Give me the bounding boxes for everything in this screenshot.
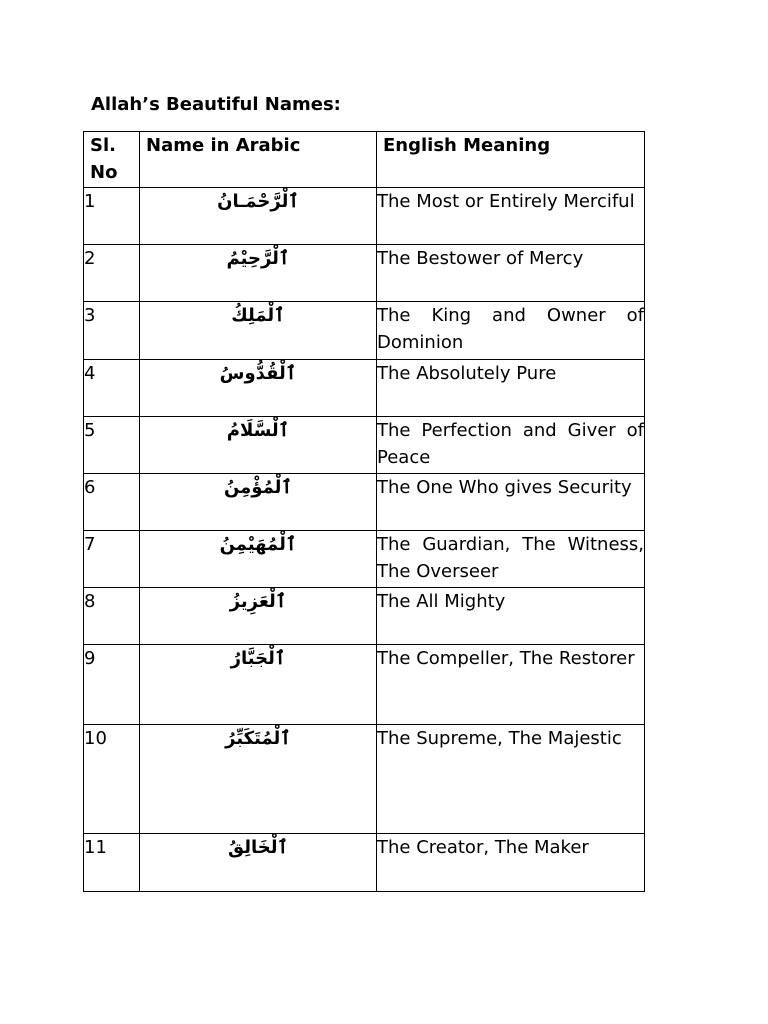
table-row [84, 474, 645, 531]
english-meaning: The Compeller, The Restorer [377, 645, 645, 725]
header-english-meaning: English Meaning [377, 132, 645, 188]
table-row [84, 645, 645, 725]
english-meaning: The One Who gives Security [377, 474, 645, 531]
names-table [83, 131, 645, 892]
arabic-name-text: ٱلْقُدُّوسُ [219, 363, 297, 384]
table-row [84, 531, 645, 588]
arabic-name [140, 188, 377, 245]
arabic-name [140, 474, 377, 531]
arabic-name-text: ٱلْجَبَّارُ [230, 648, 286, 669]
table-row [84, 725, 645, 834]
sl-number: 7 [84, 531, 140, 588]
arabic-name-text: ٱلْخَالِقُ [227, 837, 289, 858]
english-meaning: The Supreme, The Majestic [377, 725, 645, 834]
arabic-name-text: ٱلْعَزِيزُ [229, 591, 287, 612]
arabic-name [140, 245, 377, 302]
sl-number: 3 [84, 302, 140, 360]
sl-number: 2 [84, 245, 140, 302]
table-row [84, 188, 645, 245]
arabic-name [140, 645, 377, 725]
sl-number: 6 [84, 474, 140, 531]
english-meaning: The Creator, The Maker [377, 834, 645, 892]
table-row [84, 834, 645, 892]
header-sl-no: Sl. No [84, 132, 140, 188]
arabic-name [140, 725, 377, 834]
arabic-name-text: ٱلْرَّحِيْمُ [226, 248, 290, 269]
english-meaning: The All Mighty [377, 588, 645, 645]
arabic-name [140, 588, 377, 645]
sl-number: 11 [84, 834, 140, 892]
arabic-name [140, 531, 377, 588]
english-meaning: The Bestower of Mercy [377, 245, 645, 302]
english-meaning: The Most or Entirely Merciful [377, 188, 645, 245]
arabic-name [140, 834, 377, 892]
english-meaning: The Absolutely Pure [377, 360, 645, 417]
english-meaning: The Guardian, The Witness, The Overseer [377, 531, 645, 588]
english-meaning: The King and Owner of Dominion [377, 302, 645, 360]
arabic-name-text: ٱلْمَلِكُ [231, 305, 285, 326]
document-title: Allah’s Beautiful Names: [91, 94, 341, 115]
sl-number: 8 [84, 588, 140, 645]
sl-number: 1 [84, 188, 140, 245]
arabic-name-text: ٱلْسَّلَامُ [226, 420, 290, 441]
sl-number: 9 [84, 645, 140, 725]
table-row [84, 245, 645, 302]
header-row [84, 132, 645, 188]
arabic-name-text: ٱلْمُهَيْمِنُ [219, 534, 297, 555]
arabic-name-text: ٱلْمُتَكَبِّرُ [225, 728, 291, 749]
sl-number: 4 [84, 360, 140, 417]
table-row [84, 588, 645, 645]
sl-number: 5 [84, 417, 140, 474]
arabic-name [140, 302, 377, 360]
arabic-name [140, 360, 377, 417]
table-row [84, 417, 645, 474]
english-meaning: The Perfection and Giver of Peace [377, 417, 645, 474]
table-row [84, 360, 645, 417]
arabic-name [140, 417, 377, 474]
arabic-name-text: ٱلْمُؤْمِنُ [223, 477, 292, 498]
header-name-in-arabic: Name in Arabic [140, 132, 377, 188]
table-row [84, 302, 645, 360]
sl-number: 10 [84, 725, 140, 834]
arabic-name-text: ٱلْرَّحْمَـانُ [217, 191, 299, 212]
